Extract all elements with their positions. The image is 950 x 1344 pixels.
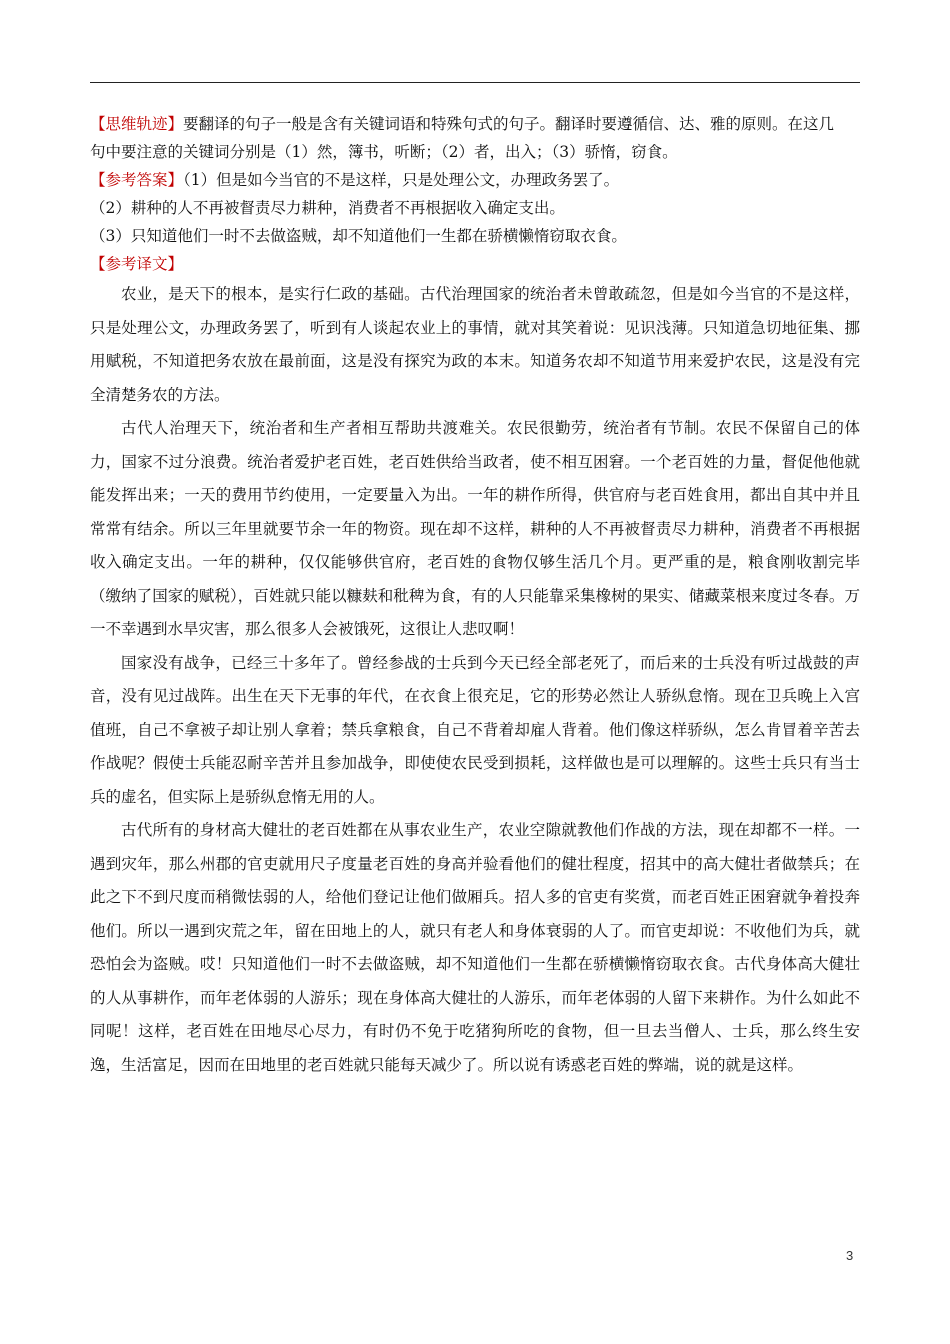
thinking-track-label: 【思维轨迹】 (90, 115, 184, 133)
thinking-track-line-1 (90, 110, 860, 138)
reference-answer-3: （3）只知道他们一时不去做盗贼，却不知道他们一生都在骄横懒惰窃取衣食。 (90, 227, 627, 245)
reference-translation-label: 【参考译文】 (90, 255, 184, 273)
page-number: 3 (846, 1248, 854, 1263)
reference-answer-2: （2）耕种的人不再被督责尽力耕种，消费者不再根据收入确定支出。 (90, 199, 565, 217)
translation-paragraph-1: 农业，是天下的根本，是实行仁政的基础。古代治理国家的统治者未曾敢疏忽，但是如今当官的不是这样，只是处理公文，办理政务罢了，听到有人谈起农业上的事情，就对其笑着说：见识浅薄。只知道急切地征集、挪用赋税，不知道把务农放在最前面，这是没有探究为政的本末。知道务农却不知道节用来爱护农民，这是没有完全清楚务农的方法。 (90, 285, 860, 404)
reference-answer-1: （1）但是如今当官的不是这样，只是处理公文，办理政务罢了。 (183, 171, 620, 189)
reference-answer-line-1 (90, 166, 860, 194)
thinking-track-line-2: 句中要注意的关键词分别是（1）然，簿书，听断；（2）者，出入；（3）骄惰，窃食。 (90, 143, 678, 161)
translation-paragraph-3: 国家没有战争，已经三十多年了。曾经参战的士兵到今天已经全部老死了，而后来的士兵没有听过战鼓的声音，没有见过战阵。出生在天下无事的年代，在衣食上很充足，它的形势必然让人骄纵怠惰。现在卫兵晚上入宫值班，自己不拿被子却让别人拿着；禁兵拿粮食，自己不背着却雇人背着。他们像这样骄纵，怎么肯冒着辛苦去作战呢？假使士兵能忍耐辛苦并且参加战争，即使使农民受到损耗，这样做也是可以理解的。这些士兵只有当士兵的虚名，但实际上是骄纵怠惰无用的人。 (90, 653, 860, 806)
document-body (90, 110, 860, 1082)
translation-paragraph-2: 古代人治理天下，统治者和生产者相互帮助共渡难关。农民很勤劳，统治者有节制。农民不保留自己的体力，国家不过分浪费。统治者爱护老百姓，老百姓供给当政者，使不相互困窘。一个老百姓的力量，督促他他就能发挥出来；一天的费用节约使用，一定要量入为出。一年的耕作所得，供官府与老百姓食用，都出自其中并且常常有结余。所以三年里就要节余一年的物资。现在却不这样，耕种的人不再被督责尽力耕种，消费者不再根据收入确定支出。一年的耕种，仅仅能够供官府，老百姓的食物仅够生活几个月。更严重的是，粮食刚收割完毕（缴纳了国家的赋税），百姓就只能以糠麸和秕稗为食，有的人只能靠采集橡树的果实、储藏菜根来度过冬春。万一不幸遇到水旱灾害，那么很多人会被饿死，这很让人悲叹啊！ (90, 419, 860, 638)
thinking-track-text-1: 要翻译的句子一般是含有关键词语和特殊句式的句子。翻译时要遵循信、达、雅的原则。在这几 (183, 115, 835, 133)
header-rule (90, 82, 860, 83)
reference-answer-label: 【参考答案】 (90, 171, 184, 189)
translation-paragraph-4: 古代所有的身材高大健壮的老百姓都在从事农业生产，农业空隙就教他们作战的方法，现在却都不一样。一遇到灾年，那么州郡的官吏就用尺子度量老百姓的身高并验看他们的健壮程度，招其中的高大健壮者做禁兵；在此之下不到尺度而稍微怯弱的人，给他们登记让他们做厢兵。招人多的官吏有奖赏，而老百姓正困窘就争着投奔他们。所以一遇到灾荒之年，留在田地上的人，就只有老人和身体衰弱的人了。而官吏却说：不收他们为兵，就恐怕会为盗贼。哎！只知道他们一时不去做盗贼，却不知道他们一生都在骄横懒惰窃取衣食。古代身体高大健壮的人从事耕作，而年老体弱的人游乐；现在身体高大健壮的人游乐，而年老体弱的人留下来耕作。为什么如此不同呢！这样，老百姓在田地尽心尽力，有时仍不免于吃猪狗所吃的食物，但一旦去当僧人、士兵，那么终生安逸，生活富足，因而在田地里的老百姓就只能每天减少了。所以说有诱惑老百姓的弊端，说的就是这样。 (90, 821, 860, 1074)
